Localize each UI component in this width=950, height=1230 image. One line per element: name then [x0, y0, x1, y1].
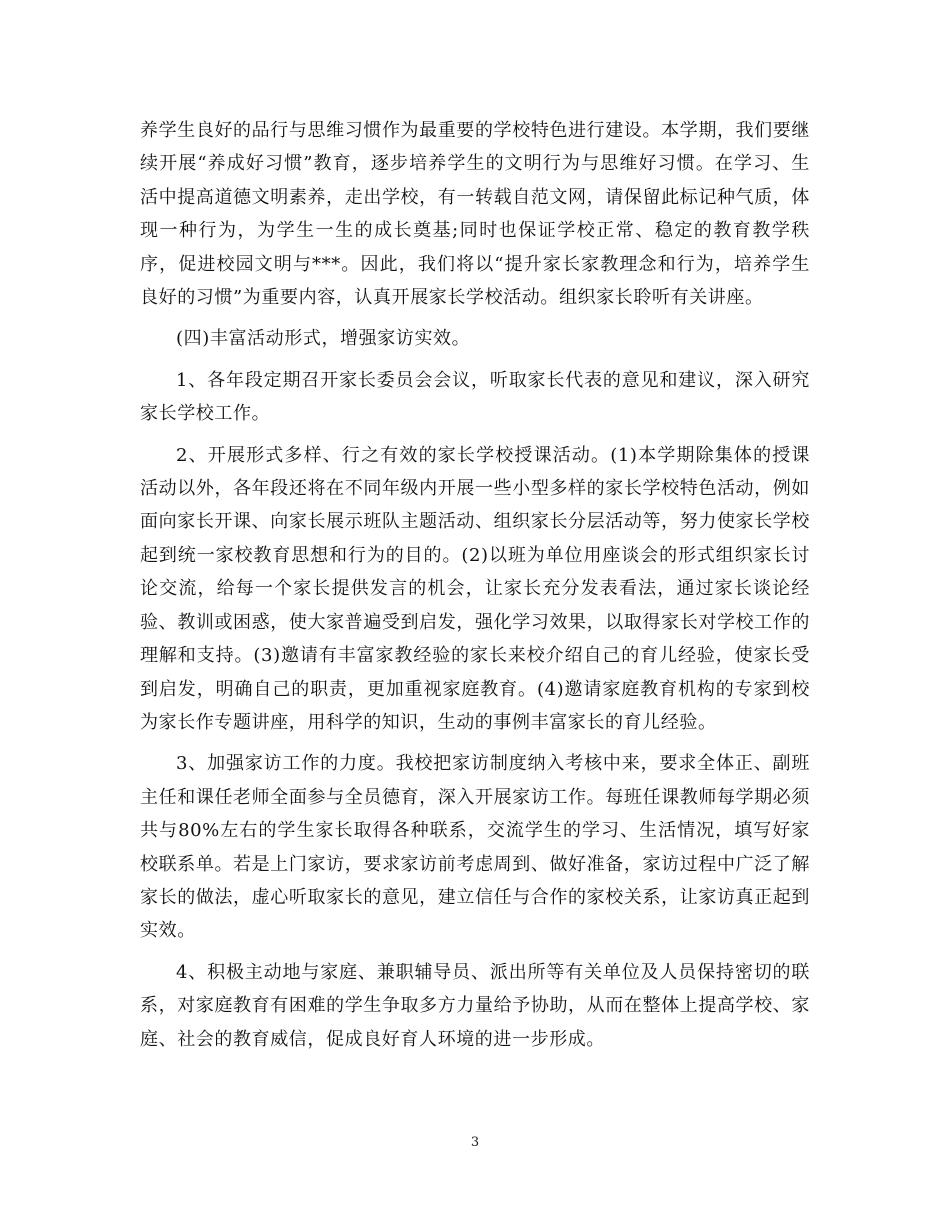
section-heading-four: (四)丰富活动形式，增强家访实效。	[176, 328, 471, 350]
document-body	[140, 114, 810, 1064]
list-item-2: 2、开展形式多样、行之有效的家长学校授课活动。(1)本学期除集体的授课活动以外，各年段还将在不同年级内开展一些小型多样的家长学校特色活动，例如面向家长开课、向家长展示班队主题活动、组织家长分层活动等，努力使家长学校起到统一家校教育思想和行为的目的。(2)以班为单位用座谈会的形式组织家长讨论交流，给每一个家长提供发言的机会，让家长充分发表看法，通过家长谈论经验、教训或困惑，使大家普遍受到启发，强化学习效果，以取得家长对学校工作的理解和支持。(3)邀请有丰富家教经验的家长来校介绍自己的育儿经验，使家长受到启发，明确自己的职责，更加重视家庭教育。(4)邀请家庭教育机构的专家到校为家长作专题讲座，用科学的知识，生动的事例丰富家长的育儿经验。	[140, 444, 810, 733]
list-item-4: 4、积极主动地与家庭、兼职辅导员、派出所等有关单位及人员保持密切的联系，对家庭教育有困难的学生争取多方力量给予协助，从而在整体上提高学校、家庭、社会的教育威信，促成良好育人环境的进一步形成。	[140, 961, 810, 1050]
list-item-3: 3、加强家访工作的力度。我校把家访制度纳入考核中来，要求全体正、副班主任和课任老师全面参与全员德育，深入开展家访工作。每班任课教师每学期必须共与80%左右的学生家长取得各种联系，交流学生的学习、生活情况，填写好家校联系单。若是上门家访，要求家访前考虑周到、做好准备，家访过程中广泛了解家长的做法，虚心听取家长的意见，建立信任与合作的家校关系，让家访真正起到实效。	[140, 753, 810, 942]
list-item-1: 1、各年段定期召开家长委员会会议，听取家长代表的意见和建议，深入研究家长学校工作。	[140, 369, 810, 425]
paragraph-continuation: 养学生良好的品行与思维习惯作为最重要的学校特色进行建设。本学期，我们要继续开展“养成好习惯”教育，逐步培养学生的文明行为与思维好习惯。在学习、生活中提高道德文明素养，走出学校，有一转载自范文网，请保留此标记种气质，体现一种行为，为学生一生的成长奠基;同时也保证学校正常、稳定的教育教学秩序，促进校园文明与***。因此，我们将以“提升家长家教理念和行为，培养学生良好的习惯”为重要内容，认真开展家长学校活动。组织家长聆听有关讲座。	[140, 120, 810, 309]
page-number: 3	[470, 1135, 480, 1150]
